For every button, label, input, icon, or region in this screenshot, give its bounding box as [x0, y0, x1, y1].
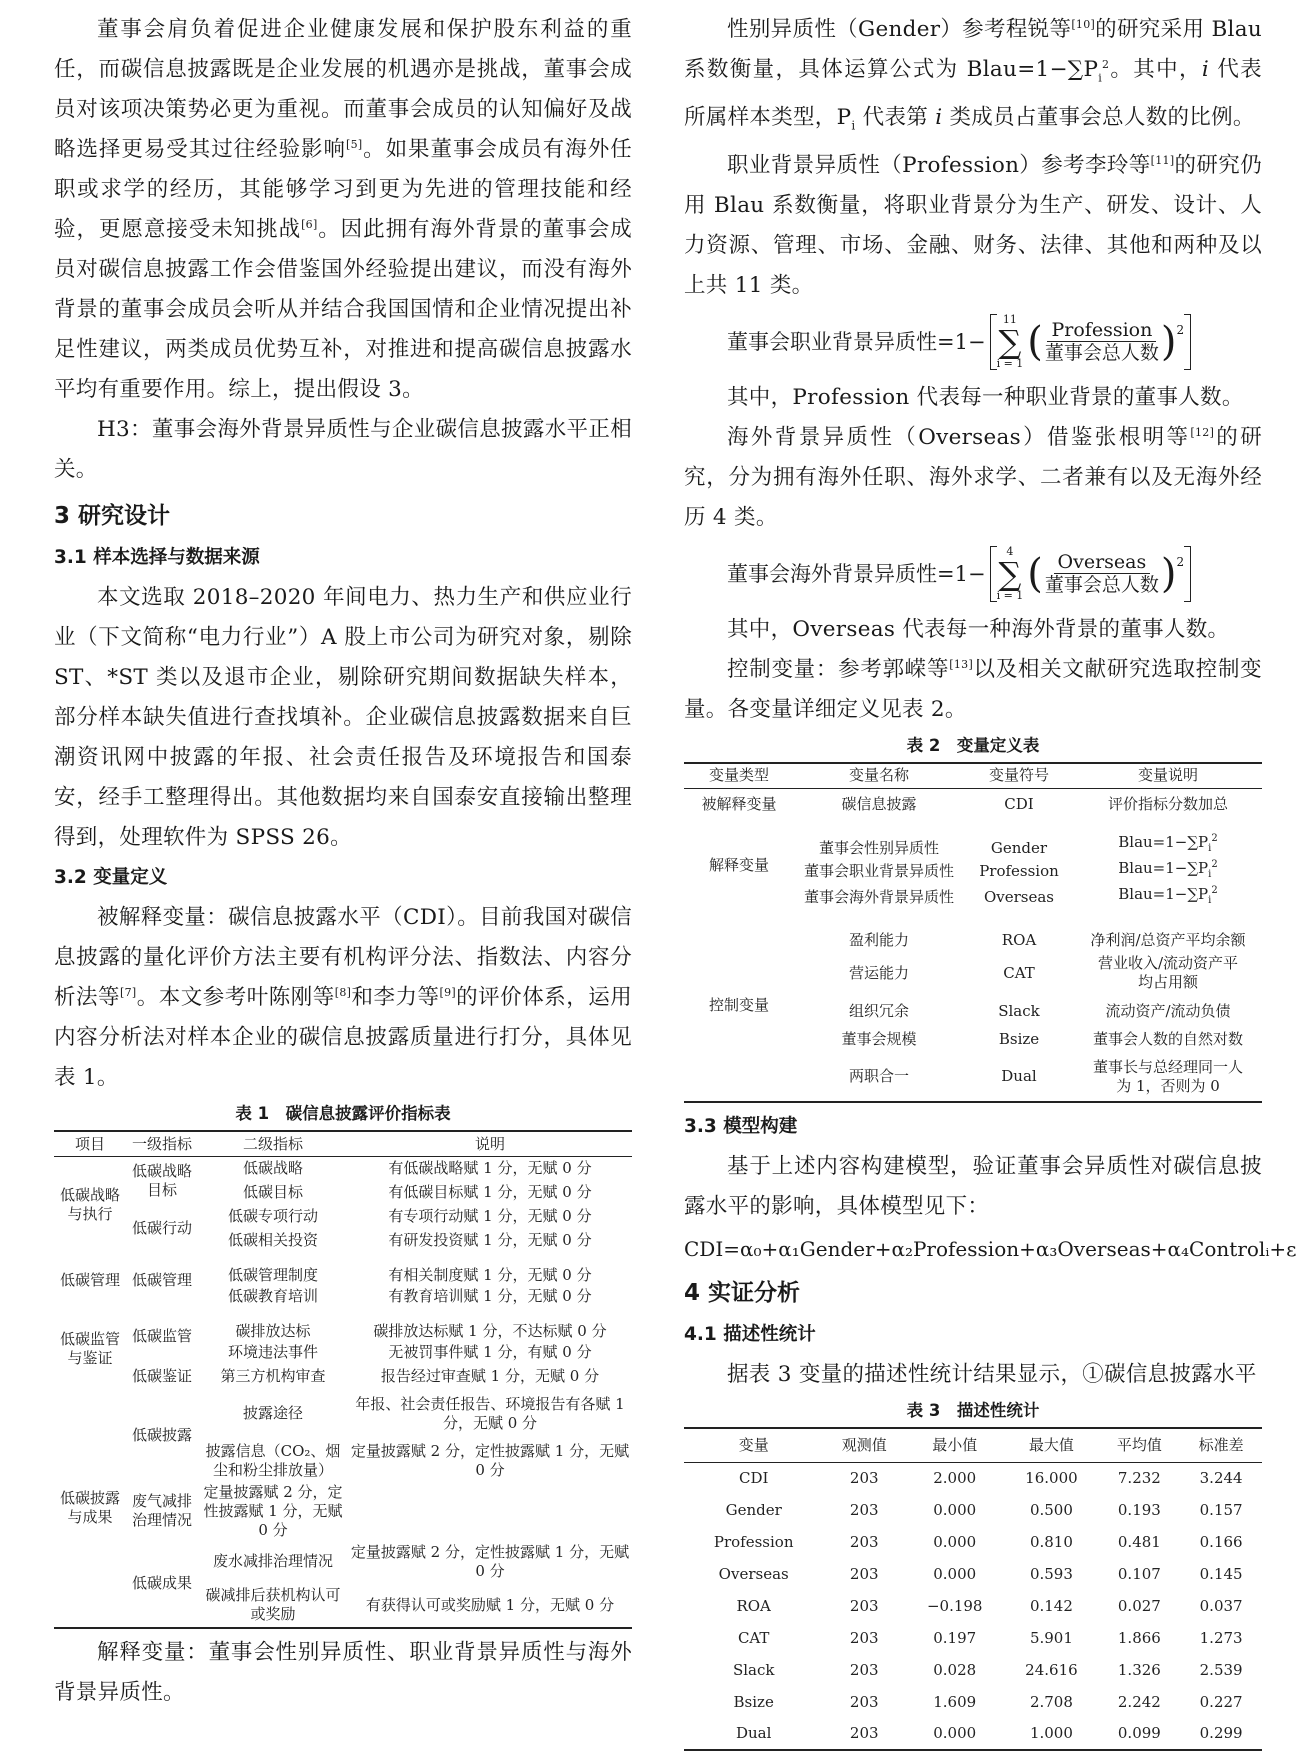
level1-cell: 低碳监管 — [131, 1327, 192, 1345]
symbol-cell: Gender — [990, 839, 1048, 858]
n-cell: 203 — [849, 1628, 879, 1647]
var-cell: CDI — [738, 1468, 769, 1487]
desc-cell: 营业收入/流动资产平均占用额 — [1097, 954, 1239, 992]
n-cell: 203 — [849, 1724, 879, 1743]
header-cell: 变量符号 — [964, 763, 1074, 789]
max-cell: 0.142 — [1029, 1596, 1073, 1615]
symbol-cell: CDI — [1004, 794, 1034, 813]
symbol-cell: Dual — [1001, 1067, 1037, 1086]
desc-cell: 有研发投资赋 1 分，无赋 0 分 — [388, 1231, 592, 1249]
level2-cell: 低碳教育培训 — [227, 1287, 318, 1305]
desc-cell: $Blau=1-\sum P_i^2$ — [1118, 884, 1218, 906]
paragraph-descriptive: 据表 3 变量的描述性统计结果显示，①碳信息披露水平 — [727, 1362, 1257, 1388]
table-row — [54, 1157, 632, 1181]
max-cell: 24.616 — [1025, 1660, 1078, 1679]
table-row — [684, 788, 1262, 820]
level2-cell: 废水减排治理情况 — [212, 1552, 333, 1570]
min-cell: 0.000 — [933, 1724, 977, 1743]
mean-cell: 2.242 — [1117, 1692, 1161, 1711]
formula-profession: 董事会职业背景异质性=1− 11 ∑ i = 1 ( $\frac{\text{Profession}}{\text{董事会总人数}}$ ) 2 — [684, 306, 1262, 378]
desc-cell: 流动资产/流动负债 — [1105, 1001, 1231, 1020]
name-cell: 董事会规模 — [841, 1029, 917, 1048]
desc-cell: 无被罚事件赋 1 分，有赋 0 分 — [388, 1343, 592, 1361]
formula-overseas: 董事会海外背景异质性=1− 4 ∑ i = 1 ( $\frac{\text{Overseas}}{\text{董事会总人数}}$ ) 2 — [684, 538, 1262, 610]
min-cell: 1.609 — [933, 1692, 977, 1711]
sd-cell: 0.157 — [1199, 1500, 1243, 1519]
symbol-cell: Overseas — [983, 887, 1055, 906]
mean-cell: 1.866 — [1117, 1628, 1161, 1647]
header-cell: 说明 — [348, 1131, 632, 1157]
paragraph-dependent-variable: 被解释变量：碳信息披露水平（CDI）。目前我国对碳信息披露的量化评价方法主要有机构评分法、指数法、内容分析法等[7]。本文参考叶陈刚等[8]和李力等[9]的评价体系，运用内容分析法对样本企业的碳信息披露质量进行打分，具体见表 1。 — [54, 905, 633, 1090]
mean-cell: 0.107 — [1117, 1564, 1161, 1583]
header-cell: 最小值 — [905, 1428, 1004, 1462]
level1-cell: 低碳披露 — [131, 1426, 192, 1444]
sd-cell: 2.539 — [1199, 1660, 1243, 1679]
level2-cell: 低碳战略 — [242, 1159, 303, 1178]
left-column — [54, 10, 632, 1713]
table-header-row — [684, 1428, 1262, 1462]
header-cell: 一级指标 — [126, 1131, 198, 1157]
header-cell: 二级指标 — [198, 1131, 348, 1157]
name-cell: 营运能力 — [848, 963, 909, 982]
table-row — [54, 1365, 632, 1389]
level2-cell: 低碳管理制度 — [227, 1265, 318, 1284]
formula-bracket: 4 ∑ i = 1 ( $\frac{\text{Overseas}}{\text{董事会总人数}}$ ) 2 — [990, 546, 1192, 602]
level2-cell: 低碳专项行动 — [227, 1207, 318, 1225]
name-cell: 碳信息披露 — [841, 794, 917, 813]
symbol-cell: CAT — [1003, 963, 1035, 982]
min-cell: 0.000 — [933, 1564, 977, 1583]
right-column — [684, 10, 1297, 1751]
level2-cell: 碳排放达标 — [235, 1321, 311, 1340]
section-3-3-title: 3.3 模型构建 — [684, 1116, 798, 1138]
sd-cell: 0.145 — [1199, 1564, 1243, 1583]
min-cell: 2.000 — [933, 1468, 977, 1487]
mean-cell: 0.027 — [1117, 1596, 1161, 1615]
n-cell: 203 — [849, 1532, 879, 1551]
name-cell: 董事会职业背景异质性 — [803, 861, 954, 880]
min-cell: −0.198 — [926, 1596, 983, 1615]
table-2-caption: 表 2 变量定义表 — [906, 735, 1040, 755]
name-cell: 盈利能力 — [848, 931, 909, 950]
desc-cell: 定量披露赋 2 分，定性披露赋 1 分，无赋 0 分 — [350, 1441, 630, 1479]
desc-cell: $Blau=1-\sum P_i^2$ — [1118, 833, 1218, 855]
section-4-1-title: 4.1 描述性统计 — [684, 1324, 816, 1346]
table-row — [684, 1494, 1262, 1526]
min-cell: 0.000 — [933, 1500, 977, 1519]
section-3-1-title: 3.1 样本选择与数据来源 — [54, 547, 260, 568]
min-cell: 0.197 — [933, 1628, 977, 1647]
table-2 — [684, 762, 1262, 1104]
header-cell: 变量 — [684, 1428, 823, 1462]
level2-cell: 第三方机构审查 — [220, 1367, 326, 1385]
max-cell: 2.708 — [1029, 1692, 1073, 1711]
sd-cell: 0.166 — [1199, 1532, 1243, 1551]
name-cell: 两职合一 — [848, 1067, 909, 1086]
var-cell: Dual — [735, 1724, 772, 1743]
mean-cell: 1.326 — [1117, 1660, 1161, 1679]
level2-cell: 低碳目标 — [242, 1183, 303, 1201]
paragraph-profession: 职业背景异质性（Profession）参考李玲等[11]的研究仍用 Blau 系数衡量，将职业背景分为生产、研发、设计、人力资源、管理、市场、金融、财务、法律、其他和两种及以上共 11 类。 — [684, 152, 1262, 298]
model-equation: CDI=α₀+α₁Gender+α₂Profession+α₃Overseas+α₄Controlᵢ+ε — [684, 1237, 1297, 1262]
level2-cell: 披露途径 — [242, 1404, 303, 1422]
table-row — [684, 1526, 1262, 1558]
table-1-caption: 表 1 碳信息披露评价指标表 — [235, 1104, 451, 1123]
level1-cell: 低碳成果 — [131, 1573, 192, 1592]
name-cell: 董事会海外背景异质性 — [803, 887, 954, 906]
desc-cell: 报告经过审查赋 1 分，无赋 0 分 — [380, 1367, 600, 1385]
sd-cell: 0.037 — [1199, 1596, 1243, 1615]
n-cell: 203 — [849, 1468, 879, 1487]
table-row — [54, 1483, 632, 1540]
type-cell: 解释变量 — [708, 855, 769, 874]
table-3 — [684, 1427, 1262, 1751]
var-cell: CAT — [737, 1628, 770, 1647]
desc-cell: 有低碳目标赋 1 分，无赋 0 分 — [388, 1183, 592, 1201]
symbol-cell: Slack — [998, 1001, 1040, 1020]
max-cell: 0.500 — [1029, 1500, 1073, 1519]
max-cell: 0.810 — [1029, 1532, 1073, 1551]
formula-bracket: 11 ∑ i = 1 ( $\frac{\text{Profession}}{\text{董事会总人数}}$ ) 2 — [990, 314, 1192, 370]
table-row — [684, 820, 1262, 858]
group-cell: 低碳监管与鉴证 — [59, 1329, 120, 1367]
type-cell: 控制变量 — [708, 996, 769, 1015]
level1-cell: 低碳行动 — [131, 1219, 192, 1237]
header-cell: 观测值 — [823, 1428, 905, 1462]
max-cell: 5.901 — [1029, 1628, 1073, 1647]
level1-cell: 低碳战略目标 — [131, 1161, 192, 1199]
table-row — [684, 1558, 1262, 1590]
paragraph-board-overseas: 董事会肩负着促进企业健康发展和保护股东利益的重任，而碳信息披露既是企业发展的机遇亦是挑战，董事会成员对该项决策势必更为重视。而董事会成员的认知偏好及战略选择更易受其过往经验影响[5]。如果董事会成员有海外任职或求学的经历，其能够学习到更为先进的管理技能和经验，更愿意接受未知挑战[6]。因此拥有海外背景的董事会成员对碳信息披露工作会借鉴国外经验提出建议，而没有海外背景的董事会成员会听从并结合我国国情和企业情况提出补足性建议，两类成员优势互补，对推进和提高碳信息披露水平均有重要作用。综上，提出假设 3。 — [54, 17, 632, 402]
n-cell: 203 — [849, 1692, 879, 1711]
sd-cell: 0.227 — [1199, 1692, 1243, 1711]
desc-cell: 年报、社会责任报告、环境报告有各赋 1 分，无赋 0 分 — [355, 1394, 625, 1432]
header-cell: 平均值 — [1099, 1428, 1181, 1462]
mean-cell: 0.193 — [1117, 1500, 1161, 1519]
desc-cell: 董事长与总经理同一人为 1，否则为 0 — [1092, 1057, 1243, 1095]
type-cell: 被解释变量 — [701, 794, 777, 813]
var-cell: Bsize — [733, 1692, 774, 1711]
header-cell: 最大值 — [1004, 1428, 1098, 1462]
var-cell: Gender — [725, 1500, 782, 1519]
mean-cell: 7.232 — [1117, 1468, 1161, 1487]
var-cell: Slack — [732, 1660, 775, 1679]
n-cell: 203 — [849, 1500, 879, 1519]
table-row — [684, 1686, 1262, 1718]
mean-cell: 0.481 — [1117, 1532, 1161, 1551]
mean-cell: 0.099 — [1117, 1724, 1161, 1743]
header-cell: 变量说明 — [1074, 763, 1262, 789]
desc-cell: 有低碳战略赋 1 分，无赋 0 分 — [388, 1159, 592, 1178]
desc-cell: $Blau=1-\sum P_i^2$ — [1118, 858, 1218, 880]
desc-cell: 定量披露赋 2 分，定性披露赋 1 分，无赋 0 分 — [350, 1542, 630, 1580]
var-cell: Profession — [713, 1532, 794, 1551]
symbol-cell: Bsize — [998, 1029, 1040, 1048]
group-cell: 低碳战略与执行 — [59, 1185, 120, 1223]
n-cell: 203 — [849, 1564, 879, 1583]
desc-cell: 评价指标分数加总 — [1107, 794, 1228, 813]
var-cell: ROA — [736, 1596, 771, 1615]
table-header-row — [684, 763, 1262, 789]
table-row — [684, 1622, 1262, 1654]
paragraph-model: 基于上述内容构建模型，验证董事会异质性对碳信息披露水平的影响，具体模型见下： — [684, 1154, 1262, 1220]
group-cell: 低碳披露与成果 — [59, 1488, 120, 1526]
sd-cell: 3.244 — [1199, 1468, 1243, 1487]
header-cell: 变量名称 — [794, 763, 964, 789]
desc-cell: 定量披露赋 2 分，定性披露赋 1 分，无赋 0 分 — [203, 1482, 343, 1539]
var-cell: Overseas — [718, 1564, 789, 1583]
max-cell: 16.000 — [1025, 1468, 1078, 1487]
max-cell: 1.000 — [1029, 1724, 1073, 1743]
paragraph-sample: 本文选取 2018–2020 年间电力、热力生产和供应业行业（下文简称“电力行业”）A 股上市公司为研究对象，剔除 ST、*ST 类以及退市企业，剔除研究期间数据缺失样本，部分样本缺失值进行查找填补。企业碳信息披露数据来自巨潮资讯网中披露的年报、社会责任报告及环境报告和国泰安，经手工整理得出。其他数据均来自国泰安直接输出整理得到，处理软件为 SPSS 26。 — [54, 585, 632, 850]
group-cell: 低碳管理 — [59, 1271, 120, 1289]
table-row — [684, 1654, 1262, 1686]
header-cell: 标准差 — [1180, 1428, 1262, 1462]
max-cell: 0.593 — [1029, 1564, 1073, 1583]
section-3-title: 3 研究设计 — [54, 503, 171, 529]
table-row — [684, 910, 1262, 950]
header-cell: 项目 — [54, 1131, 126, 1157]
desc-cell: 有教育培训赋 1 分，无赋 0 分 — [388, 1287, 592, 1305]
desc-cell: 有相关制度赋 1 分，无赋 0 分 — [388, 1265, 592, 1284]
paragraph-control: 控制变量：参考郭嵘等[13]以及相关文献研究选取控制变量。各变量详细定义见表 2。 — [684, 656, 1262, 722]
sd-cell: 0.299 — [1199, 1724, 1243, 1743]
n-cell: 203 — [849, 1596, 879, 1615]
section-3-2-title: 3.2 变量定义 — [54, 867, 168, 888]
symbol-cell: ROA — [1001, 931, 1037, 950]
paragraph-overseas: 海外背景异质性（Overseas）借鉴张根明等[12]的研究，分为拥有海外任职、海外求学、二者兼有以及无海外经历 4 类。 — [684, 424, 1262, 530]
name-cell: 董事会性别异质性 — [818, 839, 939, 858]
level2-cell: 披露信息（CO₂、烟尘和粉尘排放量） — [205, 1441, 341, 1479]
min-cell: 0.000 — [933, 1532, 977, 1551]
table-3-caption: 表 3 描述性统计 — [906, 1401, 1040, 1421]
level2-cell: 环境违法事件 — [227, 1343, 318, 1361]
table-row — [684, 1590, 1262, 1622]
hypothesis-h3: H3：董事会海外背景异质性与企业碳信息披露水平正相关。 — [54, 417, 632, 482]
min-cell: 0.028 — [933, 1660, 977, 1679]
level1-cell: 低碳鉴证 — [131, 1367, 192, 1385]
desc-cell: 碳排放达标赋 1 分，不达标赋 0 分 — [373, 1321, 607, 1340]
desc-cell: 有获得认可或奖励赋 1 分，无赋 0 分 — [365, 1595, 615, 1614]
symbol-cell: Profession — [979, 861, 1059, 880]
section-4-title: 4 实证分析 — [684, 1280, 801, 1307]
desc-cell: 有专项行动赋 1 分，无赋 0 分 — [388, 1207, 592, 1225]
n-cell: 203 — [849, 1660, 879, 1679]
table-row — [54, 1389, 632, 1439]
level2-cell: 废气减排治理情况 — [131, 1492, 192, 1529]
table-row — [684, 1462, 1262, 1494]
paragraph-gender: 性别异质性（Gender）参考程锐等[10]的研究采用 Blau 系数衡量，具体运算公式为 $Blau=1-\sum P_i^2$。其中，i 代表所属样本类型，$P_i$ 代表第 i 类成员占董事会总人数的比例。 — [684, 17, 1262, 133]
level2-cell: 碳减排后获机构认可或奖励 — [205, 1586, 341, 1623]
table-header-row — [54, 1131, 632, 1157]
paragraph-explanatory-variables: 解释变量：董事会性别异质性、职业背景异质性与海外背景异质性。 — [54, 1639, 632, 1705]
table-row — [684, 1718, 1262, 1750]
level2-cell: 低碳相关投资 — [227, 1231, 318, 1249]
level1-cell: 低碳管理 — [131, 1271, 192, 1289]
name-cell: 组织冗余 — [848, 1001, 909, 1020]
paragraph-overseas-note: 其中，Overseas 代表每一种海外背景的董事人数。 — [727, 616, 1230, 642]
table-row — [54, 1205, 632, 1229]
table-row — [54, 1253, 632, 1285]
paragraph-profession-note: 其中，Profession 代表每一种职业背景的董事人数。 — [727, 384, 1244, 410]
sd-cell: 1.273 — [1199, 1628, 1243, 1647]
table-1 — [54, 1130, 632, 1629]
header-cell: 变量类型 — [684, 763, 794, 789]
table-row — [54, 1540, 632, 1584]
table-row — [54, 1309, 632, 1341]
desc-cell: 净利润/总资产平均余额 — [1090, 931, 1246, 950]
desc-cell: 董事会人数的自然对数 — [1092, 1029, 1243, 1048]
